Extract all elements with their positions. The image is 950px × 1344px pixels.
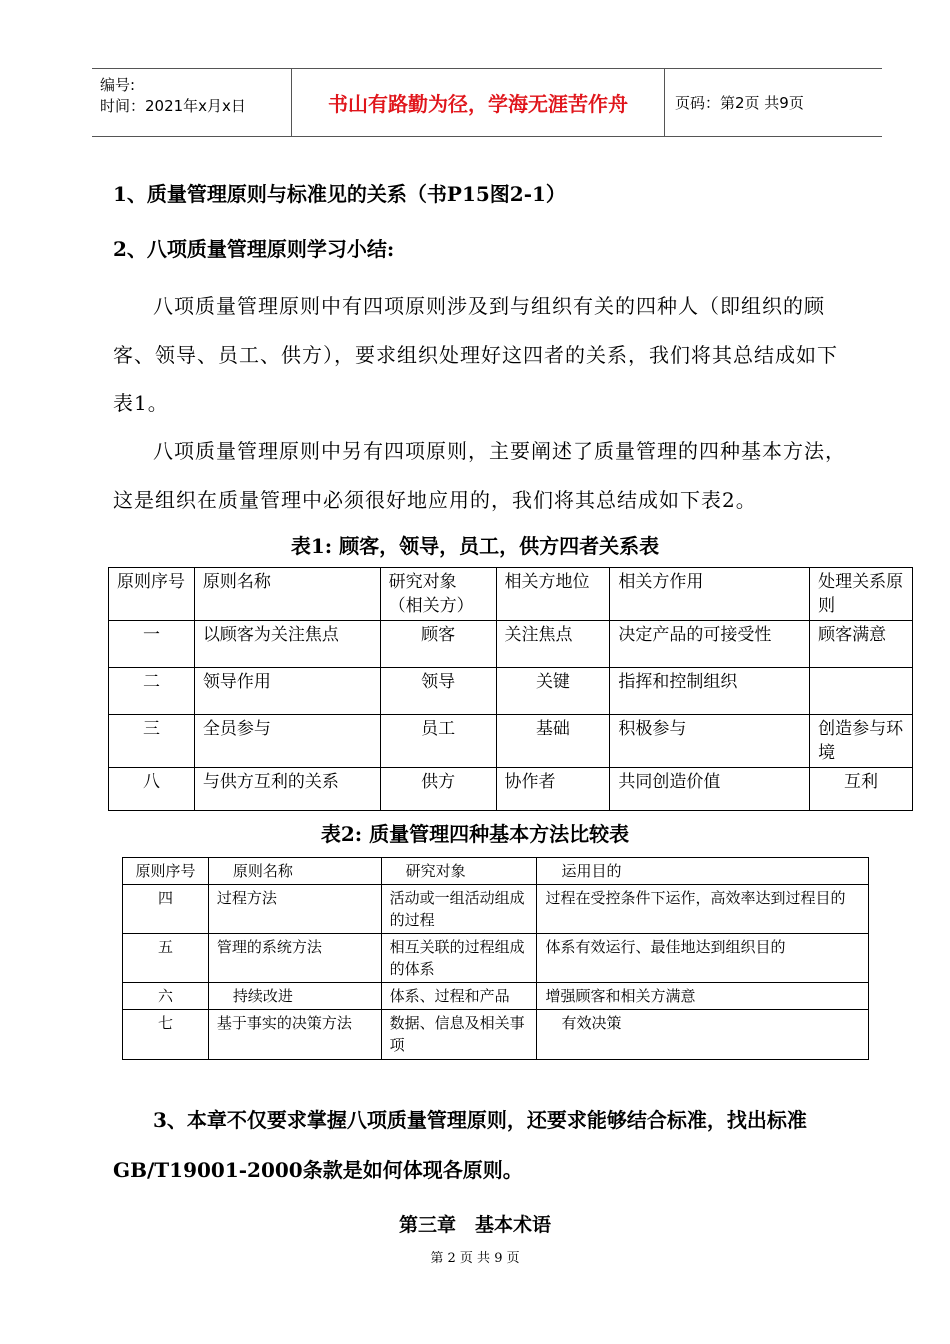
table-cell: 全员参与 <box>194 715 380 768</box>
table-cell: 持续改进 <box>208 983 381 1010</box>
table-cell: 共同创造价值 <box>610 768 810 811</box>
table-cell: 五 <box>123 934 209 983</box>
table-cell: 关注焦点 <box>496 621 610 668</box>
table-cell: 决定产品的可接受性 <box>610 621 810 668</box>
table-cell: 数据、信息及相关事项 <box>381 1010 537 1060</box>
section-3-paragraph: 3、本章不仅要求掌握八项质量管理原则，还要求能够结合标准，找出标准GB/T19001-2000条款是如何体现各原则。 <box>113 1108 807 1182</box>
table-1 <box>108 567 913 811</box>
table-cell: 关键 <box>496 668 610 715</box>
table-header-cell: 运用目的 <box>537 858 869 885</box>
table-cell: 积极参与 <box>610 715 810 768</box>
table-cell: 二 <box>109 668 195 715</box>
table-cell: 以顾客为关注焦点 <box>194 621 380 668</box>
table-header-cell: 原则名称 <box>208 858 381 885</box>
table-row <box>109 768 913 811</box>
table-row <box>109 621 913 668</box>
table-cell: 与供方互利的关系 <box>194 768 380 811</box>
table-row <box>123 983 869 1010</box>
table-cell: 相互关联的过程组成的体系 <box>381 934 537 983</box>
table-cell: 四 <box>123 885 209 934</box>
table-header-cell: 研究对象 <box>381 858 537 885</box>
table-cell: 指挥和控制组织 <box>610 668 810 715</box>
table-header-cell: 研究对象（相关方） <box>380 568 496 621</box>
header-number-label: 编号: <box>100 76 136 94</box>
table-header-cell: 相关方地位 <box>496 568 610 621</box>
table-cell: 七 <box>123 1010 209 1060</box>
table-cell: 体系、过程和产品 <box>381 983 537 1010</box>
table-header-cell: 原则序号 <box>123 858 209 885</box>
header-motto: 书山有路勤为径，学海无涯苦作舟 <box>292 69 665 136</box>
table-row <box>123 1010 869 1060</box>
table-header-cell: 处理关系原则 <box>810 568 913 621</box>
page-footer: 第 2 页 共 9 页 <box>430 1251 520 1266</box>
table-header-cell: 原则名称 <box>194 568 380 621</box>
table-cell: 管理的系统方法 <box>208 934 381 983</box>
table-cell: 八 <box>109 768 195 811</box>
table-row <box>109 668 913 715</box>
table-cell: 顾客满意 <box>810 621 913 668</box>
table-2 <box>122 857 869 1060</box>
table-cell: 领导作用 <box>194 668 380 715</box>
table-cell: 员工 <box>380 715 496 768</box>
table-cell: 互利 <box>810 768 913 811</box>
table-row <box>109 568 913 621</box>
table-cell: 活动或一组活动组成的过程 <box>381 885 537 934</box>
table-2-caption: 表2: 质量管理四种基本方法比较表 <box>320 822 630 846</box>
table-header-cell: 原则序号 <box>109 568 195 621</box>
table-cell: 过程方法 <box>208 885 381 934</box>
paragraph-1: 八项质量管理原则中有四项原则涉及到与组织有关的四种人（即组织的顾客、领导、员工、供方），要求组织处理好这四者的关系，我们将其总结成如下表1。 <box>113 294 838 415</box>
table-cell: 过程在受控条件下运作，高效率达到过程目的 <box>537 885 869 934</box>
table-1-caption: 表1: 顾客，领导，员工，供方四者关系表 <box>290 534 660 558</box>
table-cell: 体系有效运行、最佳地达到组织目的 <box>537 934 869 983</box>
section-2-heading: 2、八项质量管理原则学习小结: <box>113 237 395 261</box>
table-cell: 基于事实的决策方法 <box>208 1010 381 1060</box>
table-row <box>123 885 869 934</box>
table-cell: 增强顾客和相关方满意 <box>537 983 869 1010</box>
table-header-cell: 相关方作用 <box>610 568 810 621</box>
table-cell: 创造参与环境 <box>810 715 913 768</box>
table-cell: 有效决策 <box>537 1010 869 1060</box>
page-header <box>92 68 882 137</box>
table-cell: 三 <box>109 715 195 768</box>
table-cell <box>810 668 913 715</box>
table-cell: 基础 <box>496 715 610 768</box>
header-time-label: 时间：2021年x月x日 <box>100 97 246 115</box>
paragraph-2: 八项质量管理原则中另有四项原则，主要阐述了质量管理的四种基本方法，这是组织在质量管理中必须很好地应用的，我们将其总结成如下表2。 <box>113 439 846 512</box>
table-cell: 领导 <box>380 668 496 715</box>
chapter-title: 第三章 基本术语 <box>398 1214 551 1236</box>
table-cell: 一 <box>109 621 195 668</box>
table-cell: 供方 <box>380 768 496 811</box>
table-row <box>109 715 913 768</box>
header-page-info: 页码：第2页 共9页 <box>675 94 804 112</box>
table-cell: 顾客 <box>380 621 496 668</box>
table-cell: 协作者 <box>496 768 610 811</box>
table-row <box>123 934 869 983</box>
table-row <box>123 858 869 885</box>
table-cell: 六 <box>123 983 209 1010</box>
header-meta <box>92 69 292 136</box>
section-1-heading: 1、质量管理原则与标准见的关系（书P15图2-1） <box>113 182 566 206</box>
